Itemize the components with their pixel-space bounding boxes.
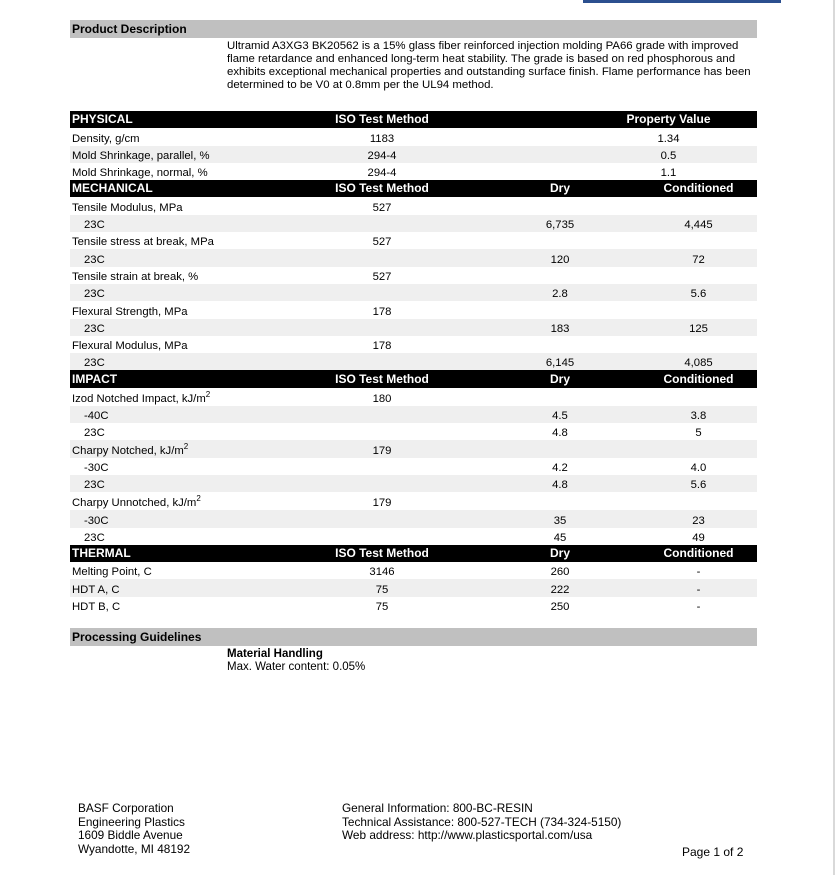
mechanical-section-title: MECHANICAL [70, 180, 310, 197]
property-value: 1.1 [660, 167, 677, 180]
conditioned-value: 4.0 [690, 462, 707, 475]
table-row [70, 388, 757, 406]
table-row [70, 579, 757, 596]
property-name [70, 440, 310, 458]
table-row [70, 215, 757, 232]
test-method-value: 180 [372, 392, 392, 405]
test-method-value [310, 215, 510, 232]
property-name-text: Charpy Notched, kJ/m [72, 444, 184, 457]
impact-header-row [70, 370, 757, 387]
conditioned-value: 5.6 [590, 284, 757, 301]
method-column-header: ISO Test Method [310, 370, 510, 387]
condition-label: -30C [70, 510, 310, 527]
physical-section-title: PHYSICAL [70, 111, 310, 128]
test-method-value [310, 406, 510, 423]
condition-label: -30C [84, 462, 109, 475]
conditioned-value: 23 [590, 510, 757, 527]
conditioned-column-header: Conditioned [590, 545, 757, 562]
test-method-value: 179 [372, 497, 392, 510]
table-row [70, 284, 757, 301]
property-name [70, 163, 310, 180]
test-method-value: 3146 [369, 566, 395, 579]
dry-value [510, 492, 590, 510]
test-method-value: 178 [372, 340, 392, 353]
test-method-value [310, 475, 510, 492]
table-row [70, 267, 757, 284]
dry-value [510, 197, 590, 214]
method-column-header: ISO Test Method [310, 545, 510, 562]
property-name-text: Melting Point, C [72, 566, 152, 579]
conditioned-value: 5.6 [590, 475, 757, 492]
condition-label: 23C [70, 284, 310, 301]
unit-superscript: 2 [205, 389, 211, 399]
table-row [70, 562, 757, 579]
property-name-text: HDT B, C [72, 601, 121, 614]
test-method-value: 527 [372, 270, 392, 283]
table-row [70, 146, 757, 163]
condition-label: 23C [70, 319, 310, 336]
table-row [70, 163, 757, 180]
property-name [70, 562, 310, 579]
test-method-value [310, 528, 510, 545]
dry-value [510, 232, 590, 249]
contact-info [342, 802, 621, 843]
dry-value [510, 440, 590, 458]
conditioned-value: 4,085 [590, 353, 757, 370]
dry-column-header: Dry [510, 180, 590, 197]
test-method-value: 75 [310, 579, 510, 596]
dry-value: 2.8 [510, 284, 590, 301]
property-name [70, 267, 310, 284]
table-row [70, 319, 757, 336]
property-name [70, 336, 310, 353]
property-name [70, 301, 310, 318]
table-row [70, 597, 757, 614]
test-method-value: 527 [372, 201, 392, 214]
table-row [70, 492, 757, 510]
contact-line: Web address: http://www.plasticsportal.com/usa [342, 828, 593, 842]
dry-value: 183 [510, 319, 590, 336]
property-value: 0.5 [510, 146, 757, 163]
thermal-header-row [70, 545, 757, 562]
dry-value: 6,145 [510, 353, 590, 370]
conditioned-value: 4,445 [590, 215, 757, 232]
property-name [70, 579, 310, 596]
property-name [70, 388, 310, 406]
conditioned-value [590, 336, 757, 353]
top-accent-bar [583, 0, 781, 3]
table-row [70, 406, 757, 423]
property-name-text: Izod Notched Impact, kJ/m [72, 392, 206, 405]
material-handling-title: Material Handling [227, 648, 323, 660]
unit-superscript: 2 [196, 494, 201, 504]
conditioned-value: - [696, 566, 701, 579]
test-method-value [310, 423, 510, 440]
condition-label: 23C [70, 249, 310, 266]
conditioned-value: - [696, 601, 701, 614]
page-number: Page 1 of 2 [682, 845, 744, 859]
table-row [70, 440, 757, 458]
table-row [70, 336, 757, 353]
test-method-value: 178 [372, 305, 392, 318]
dry-value: 4.8 [552, 427, 568, 440]
property-name-text: HDT A, C [72, 583, 120, 596]
address-line: Wyandotte, MI 48192 [78, 841, 191, 856]
test-method-value: 527 [372, 236, 392, 249]
table-row [70, 510, 757, 527]
dry-value: 6,735 [510, 215, 590, 232]
conditioned-value: 5 [695, 427, 702, 440]
dry-value [510, 267, 590, 284]
dry-value: 45 [553, 531, 567, 544]
test-method-value [310, 353, 510, 370]
test-method-value [310, 249, 510, 266]
conditioned-value [590, 197, 757, 214]
mechanical-header-row [70, 180, 757, 197]
table-row [70, 458, 757, 475]
table-row [70, 353, 757, 370]
impact-section-title: IMPACT [70, 370, 310, 387]
address-line: Engineering Plastics [78, 814, 185, 829]
address-line: BASF Corporation [78, 801, 174, 815]
properties-table [70, 111, 757, 614]
test-method-value [310, 319, 510, 336]
method-column-header: ISO Test Method [310, 180, 510, 197]
property-name-text: Flexural Modulus, MPa [72, 340, 188, 353]
property-name [70, 492, 310, 510]
conditioned-value: 49 [692, 531, 705, 544]
dry-value: 35 [510, 510, 590, 527]
conditioned-value [590, 440, 757, 458]
property-name [70, 197, 310, 214]
table-row [70, 423, 757, 440]
dry-column-header: Dry [510, 545, 590, 562]
dry-value: 250 [550, 601, 570, 614]
property-name-text: Mold Shrinkage, parallel, % [72, 149, 210, 162]
property-name-text: Charpy Unnotched, kJ/m [72, 497, 197, 510]
property-name-text: Flexural Strength, MPa [72, 305, 188, 318]
test-method-value: 179 [310, 440, 510, 458]
property-name [70, 146, 310, 163]
table-row [70, 197, 757, 214]
property-name [70, 597, 310, 614]
company-address [78, 802, 190, 856]
dry-value: 222 [510, 579, 590, 596]
conditioned-value: 3.8 [590, 406, 757, 423]
property-name [70, 232, 310, 249]
property-value-column-header: Property Value [510, 111, 757, 128]
property-name-text: Density, g/cm [72, 132, 140, 145]
conditioned-value [590, 388, 757, 406]
unit-superscript: 2 [183, 442, 189, 452]
conditioned-value: 125 [590, 319, 757, 336]
property-name-text: Tensile strain at break, % [72, 270, 199, 283]
dry-column-header: Dry [510, 370, 590, 387]
dry-value: 120 [510, 249, 590, 266]
conditioned-value: 72 [590, 249, 757, 266]
thermal-section-title: THERMAL [70, 545, 310, 562]
method-column-header: ISO Test Method [310, 111, 510, 128]
conditioned-value [590, 267, 757, 284]
table-row [70, 128, 757, 145]
table-row [70, 528, 757, 545]
condition-label: 23C [70, 475, 310, 492]
product-description-text: Ultramid A3XG3 BK20562 is a 15% glass fiber reinforced injection molding PA66 grade with improved flame retardance and enhanced long-term heat stability. The grade is based on red phosphorous and exhibits exceptional mechanical properties and outstanding surface finish. Flame performance has been determined to be V0 at 0.8mm per the UL94 method. [227, 40, 751, 91]
dry-value: 4.5 [510, 406, 590, 423]
table-row [70, 301, 757, 318]
conditioned-value [590, 232, 757, 249]
processing-guidelines-heading: Processing Guidelines [70, 628, 757, 646]
product-description-heading: Product Description [70, 20, 757, 38]
dry-value: 260 [550, 566, 570, 579]
condition-label: 23C [70, 215, 310, 232]
property-name [70, 128, 310, 145]
test-method-value [310, 458, 510, 475]
conditioned-value: - [590, 579, 757, 596]
dry-value: 4.2 [552, 462, 568, 475]
test-method-value: 1183 [369, 132, 395, 145]
test-method-value [310, 284, 510, 301]
dry-value: 4.8 [510, 475, 590, 492]
condition-label: 23C [70, 353, 310, 370]
table-row [70, 475, 757, 492]
conditioned-value [590, 492, 757, 510]
material-handling-text: Max. Water content: 0.05% [227, 661, 366, 673]
property-name-text: Mold Shrinkage, normal, % [72, 167, 208, 180]
dry-value [510, 301, 590, 318]
property-name-text: Tensile Modulus, MPa [72, 201, 183, 214]
table-row [70, 232, 757, 249]
table-row [70, 249, 757, 266]
address-line: 1609 Biddle Avenue [78, 828, 183, 842]
property-value: 1.34 [657, 132, 680, 145]
test-method-value: 294-4 [310, 146, 510, 163]
conditioned-column-header: Conditioned [590, 180, 757, 197]
conditioned-column-header: Conditioned [590, 370, 757, 387]
test-method-value: 75 [375, 601, 389, 614]
condition-label: -40C [70, 406, 310, 423]
physical-header-row [70, 111, 757, 128]
property-name-text: Tensile stress at break, MPa [72, 236, 214, 249]
dry-value [510, 388, 590, 406]
test-method-value [310, 510, 510, 527]
conditioned-value [590, 301, 757, 318]
test-method-value: 294-4 [367, 167, 397, 180]
contact-line: Technical Assistance: 800-527-TECH (734-324-5150) [342, 814, 622, 829]
condition-label: 23C [84, 427, 105, 440]
contact-line: General Information: 800-BC-RESIN [342, 801, 533, 815]
condition-label: 23C [84, 531, 105, 544]
dry-value [510, 336, 590, 353]
